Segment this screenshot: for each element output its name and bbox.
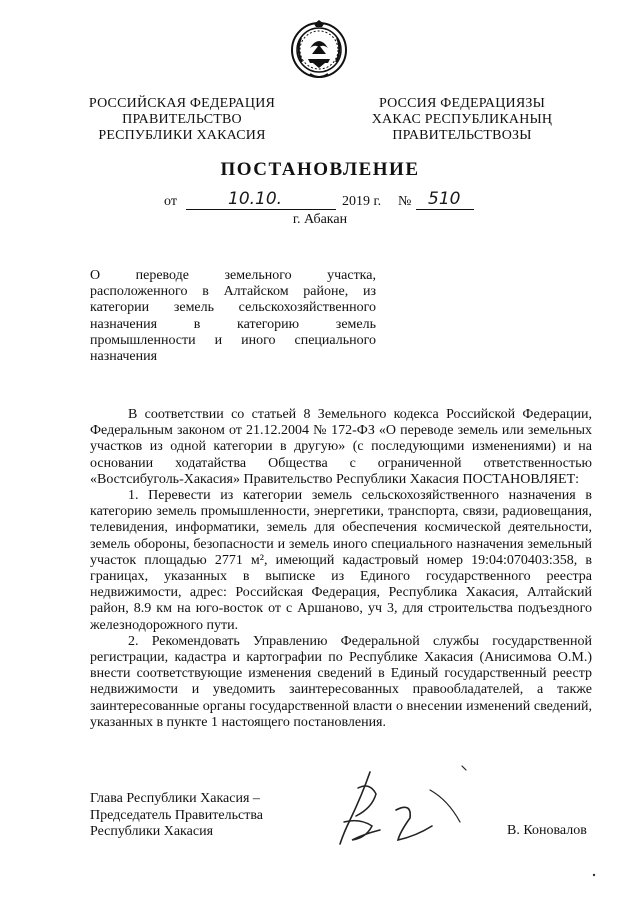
scan-dot	[592, 873, 596, 877]
date-prefix: от	[164, 194, 177, 209]
header-right-line-2: ХАКАС РЕСПУБЛИКАНЫҢ	[371, 112, 553, 127]
coat-of-arms-emblem	[288, 18, 350, 80]
signatory-title	[90, 791, 263, 841]
coat-of-arms-icon	[288, 18, 350, 80]
handwritten-signature	[300, 760, 470, 852]
subject-line-3: категории земель сельскохозяйственного	[90, 300, 376, 316]
subject-line-2: расположенного в Алтайском районе, из	[90, 284, 376, 300]
city-line: г. Абакан	[292, 212, 348, 227]
header-left-line-3: РЕСПУБЛИКИ ХАКАСИЯ	[98, 128, 266, 143]
date-handwritten: 10.10.	[228, 189, 283, 209]
header-left-line-1: РОССИЙСКАЯ ФЕДЕРАЦИЯ	[88, 96, 276, 111]
signatory-title-line-2: Председатель Правительства	[90, 807, 263, 823]
document-body	[90, 407, 592, 731]
signature-icon	[300, 760, 470, 852]
body-paragraph-item-1: 1. Перевести из категории земель сельскохозяйственного назначения в категорию земель промышленности, энергетики, транспорта, связи, радиовещания, телевидения, информатики, земель для обеспечения космической деятельности, земель обороны, безопасности и земель иного специального назначения земельный участок площадью 2771 м², имеющий кадастровый номер 19:04:070403:358, в границах, указанных в выписке из Единого государственного реестра недвижимости, адрес: Российская Федерация, Республика Хакасия, Алтайский район, 8.9 км на юго-восток от с Аршаново, уч 3, для строительства подъездного железнодорожного пути.	[90, 488, 592, 633]
subject-block	[90, 268, 376, 365]
document-title: ПОСТАНОВЛЕНИЕ	[220, 159, 420, 180]
subject-line-5: промышленности и иного специального	[90, 332, 376, 348]
header-left-line-2: ПРАВИТЕЛЬСТВО	[122, 112, 242, 127]
header-right-block	[356, 96, 568, 144]
header-right-line-3: ПРАВИТЕЛЬСТВОЗЫ	[392, 128, 532, 143]
signatory-title-line-1: Глава Республики Хакасия –	[90, 791, 260, 806]
signatory-name: В. Коновалов	[507, 823, 587, 838]
subject-line-1: О переводе земельного участка,	[90, 268, 376, 283]
header-left-block	[82, 96, 282, 144]
subject-line-6: назначения	[90, 349, 158, 365]
number-prefix: №	[398, 194, 412, 209]
subject-line-4: назначения в категорию земель	[90, 316, 376, 332]
body-paragraph-preamble: В соответствии со статьей 8 Земельного кодекса Российской Федерации, Федеральным законом от 21.12.2004 № 172-ФЗ «О переводе земель или земельных участков из одной категории в другую» (с последующими изменениями) и на основании ходатайства Общества с ограниченной ответственностью «Востсибуголь-Хакасия» Правительство Республики Хакасия ПОСТАНОВЛЯЕТ:	[90, 407, 592, 487]
body-paragraph-item-2: 2. Рекомендовать Управлению Федеральной службы государственной регистрации, кадастра и картографии по Республике Хакасия (Анисимова О.М.) внести соответствующие изменения сведений в Единый государственный реестр недвижимости и уведомить заинтересованных правообладателей, а также заинтересованные органы государственной власти о внесении изменений сведений, указанных в пункте 1 настоящего постановления.	[90, 633, 592, 730]
signatory-title-line-3: Республики Хакасия	[90, 824, 214, 839]
number-handwritten: 510	[428, 189, 461, 209]
header-right-line-1: РОССИЯ ФЕДЕРАЦИЯЗЫ	[378, 96, 546, 111]
date-year: 2019 г.	[342, 194, 382, 209]
